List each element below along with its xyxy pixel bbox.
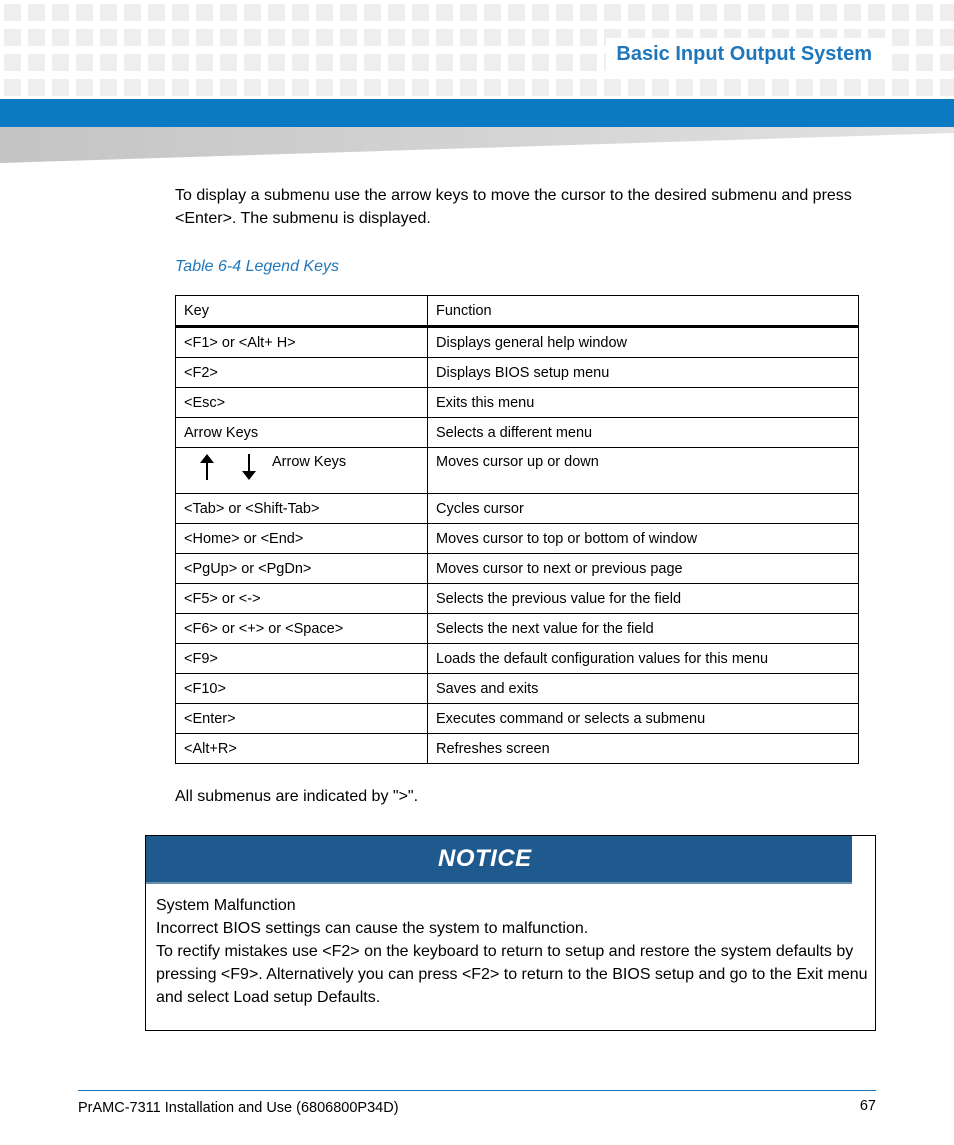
- header-pattern-square: [916, 29, 933, 46]
- header-pattern-square: [436, 29, 453, 46]
- header-pattern-square: [148, 79, 165, 96]
- header-pattern-square: [4, 4, 21, 21]
- function-cell: Exits this menu: [428, 388, 859, 418]
- header-pattern-square: [916, 79, 933, 96]
- intro-paragraph: To display a submenu use the arrow keys to move the cursor to the desired submenu and press <Enter>. The submenu is displayed.: [175, 187, 852, 227]
- header-pattern-square: [748, 79, 765, 96]
- header-pattern-square: [580, 4, 597, 21]
- header-pattern-square: [892, 4, 909, 21]
- header-pattern-square: [364, 54, 381, 71]
- header-pattern-square: [316, 29, 333, 46]
- table-row: [176, 734, 859, 764]
- header-pattern-square: [172, 29, 189, 46]
- header-blue-bar: [0, 99, 954, 127]
- header-pattern-square: [100, 79, 117, 96]
- header-pattern-square: [4, 79, 21, 96]
- column-header-function: Function: [428, 296, 859, 327]
- header-pattern-square: [628, 79, 645, 96]
- header-pattern-square: [100, 54, 117, 71]
- table-row: [176, 494, 859, 524]
- table-row: [176, 524, 859, 554]
- function-cell: Displays general help window: [428, 327, 859, 358]
- header-pattern-square: [844, 4, 861, 21]
- key-cell: <Esc>: [176, 388, 428, 418]
- header-pattern-square: [148, 29, 165, 46]
- table-row: [176, 554, 859, 584]
- header-pattern-square: [196, 29, 213, 46]
- header-pattern-square: [628, 4, 645, 21]
- header-pattern-square: [364, 29, 381, 46]
- function-cell: Moves cursor to top or bottom of window: [428, 524, 859, 554]
- function-cell: Selects the next value for the field: [428, 614, 859, 644]
- key-cell: <Alt+R>: [176, 734, 428, 764]
- header-pattern-square: [28, 29, 45, 46]
- header-pattern-square: [244, 29, 261, 46]
- header-gray-wedge: [0, 127, 954, 163]
- header-pattern-square: [28, 4, 45, 21]
- notice-title: NOTICE: [438, 845, 532, 872]
- header-pattern-square: [388, 54, 405, 71]
- header-pattern-square: [580, 79, 597, 96]
- header-pattern-square: [412, 54, 429, 71]
- header-pattern-square: [652, 79, 669, 96]
- header-pattern-square: [772, 4, 789, 21]
- header-pattern-square: [484, 79, 501, 96]
- header-pattern-square: [436, 54, 453, 71]
- function-cell: Displays BIOS setup menu: [428, 358, 859, 388]
- header-pattern-square: [892, 54, 909, 71]
- table-row: [176, 327, 859, 358]
- header-pattern-square: [412, 4, 429, 21]
- header-pattern-square: [124, 29, 141, 46]
- header-pattern-square: [508, 29, 525, 46]
- header-pattern-square: [460, 79, 477, 96]
- header-pattern-square: [556, 79, 573, 96]
- header-pattern-square: [460, 29, 477, 46]
- function-cell: Moves cursor to next or previous page: [428, 554, 859, 584]
- header-pattern-square: [292, 79, 309, 96]
- key-cell: <Home> or <End>: [176, 524, 428, 554]
- header-pattern-square: [556, 54, 573, 71]
- function-cell: Executes command or selects a submenu: [428, 704, 859, 734]
- header-pattern-square: [292, 54, 309, 71]
- header-pattern-square: [124, 54, 141, 71]
- arrow-up-icon: [200, 454, 214, 480]
- function-cell: Refreshes screen: [428, 734, 859, 764]
- key-cell: [176, 448, 428, 494]
- header-pattern-square: [172, 4, 189, 21]
- header-pattern-square: [76, 54, 93, 71]
- header-pattern-square: [364, 79, 381, 96]
- function-cell: Loads the default configuration values for this menu: [428, 644, 859, 674]
- header-pattern-square: [532, 54, 549, 71]
- header-pattern-square: [268, 4, 285, 21]
- header-pattern-square: [484, 29, 501, 46]
- arrow-down-icon: [242, 454, 256, 480]
- header-pattern-square: [412, 29, 429, 46]
- header-pattern-square: [940, 4, 954, 21]
- header-pattern-square: [52, 54, 69, 71]
- header-pattern-square: [340, 4, 357, 21]
- footer-document-title: PrAMC-7311 Installation and Use (6806800P34D): [78, 1100, 399, 1116]
- table-row: [176, 448, 859, 494]
- header-pattern-square: [244, 4, 261, 21]
- key-cell: <PgUp> or <PgDn>: [176, 554, 428, 584]
- page-header-title: Basic Input Output System: [616, 43, 872, 65]
- header-pattern-square: [700, 79, 717, 96]
- header-pattern-square: [700, 4, 717, 21]
- header-pattern-square: [268, 54, 285, 71]
- table-row: [176, 358, 859, 388]
- column-header-key: Key: [176, 296, 428, 327]
- table-header-row: [176, 296, 859, 327]
- function-cell: Selects the previous value for the field: [428, 584, 859, 614]
- header-pattern-square: [604, 79, 621, 96]
- table-caption: Table 6-4 Legend Keys: [175, 258, 339, 275]
- header-pattern-square: [268, 29, 285, 46]
- header-pattern-square: [532, 79, 549, 96]
- header-pattern-square: [580, 29, 597, 46]
- header-pattern-square: [652, 4, 669, 21]
- header-pattern-square: [100, 29, 117, 46]
- header-pattern-square: [244, 54, 261, 71]
- header-pattern-square: [388, 79, 405, 96]
- key-cell: <F9>: [176, 644, 428, 674]
- notice-line: To rectify mistakes use <F2> on the keyboard to return to setup and restore the system defaults by pressing <F9>. Alternatively you can press <F2> to return to the BIOS setup and go to the Exit menu and select Load setup Defaults.: [156, 943, 868, 1006]
- header-pattern-square: [556, 29, 573, 46]
- notice-line: System Malfunction: [156, 897, 296, 914]
- header-pattern-square: [412, 79, 429, 96]
- table-row: [176, 614, 859, 644]
- notice-banner: [146, 836, 852, 884]
- header-pattern-square: [940, 79, 954, 96]
- header-pattern-square: [484, 4, 501, 21]
- header-pattern-square: [52, 29, 69, 46]
- arrow-icons: [200, 454, 256, 480]
- key-cell: <F2>: [176, 358, 428, 388]
- table-row: [176, 644, 859, 674]
- header-pattern-square: [364, 4, 381, 21]
- header-pattern-square: [916, 54, 933, 71]
- key-cell: <F10>: [176, 674, 428, 704]
- key-cell: <F6> or <+> or <Space>: [176, 614, 428, 644]
- header-pattern-square: [172, 54, 189, 71]
- header-pattern-square: [820, 4, 837, 21]
- key-cell: <Tab> or <Shift-Tab>: [176, 494, 428, 524]
- header-pattern-square: [916, 4, 933, 21]
- function-cell: Selects a different menu: [428, 418, 859, 448]
- header-pattern-square: [796, 79, 813, 96]
- notice-body: [156, 894, 868, 1009]
- header-pattern-square: [292, 29, 309, 46]
- header-pattern-square: [892, 79, 909, 96]
- table-row: [176, 704, 859, 734]
- header-pattern-square: [868, 79, 885, 96]
- function-cell: Saves and exits: [428, 674, 859, 704]
- header-pattern-square: [76, 4, 93, 21]
- header-pattern-square: [196, 79, 213, 96]
- header-pattern-square: [76, 29, 93, 46]
- header-pattern-square: [868, 4, 885, 21]
- header-pattern-square: [676, 4, 693, 21]
- header-pattern-square: [580, 54, 597, 71]
- header-pattern-square: [724, 4, 741, 21]
- header-pattern-square: [148, 54, 165, 71]
- header-pattern-square: [124, 4, 141, 21]
- header-pattern-square: [196, 4, 213, 21]
- header-pattern-square: [220, 54, 237, 71]
- header-pattern-square: [172, 79, 189, 96]
- header-pattern-square: [340, 54, 357, 71]
- header-pattern-square: [340, 29, 357, 46]
- header-pattern-square: [52, 79, 69, 96]
- header-pattern-square: [220, 29, 237, 46]
- header-pattern-square: [796, 4, 813, 21]
- submenu-note: All submenus are indicated by ">".: [175, 788, 419, 805]
- header-pattern-square: [292, 4, 309, 21]
- key-cell: <Enter>: [176, 704, 428, 734]
- header-pattern-square: [604, 4, 621, 21]
- header-pattern-square: [460, 54, 477, 71]
- header-pattern-square: [316, 4, 333, 21]
- table-row: [176, 584, 859, 614]
- header-pattern-square: [436, 4, 453, 21]
- header-pattern-square: [724, 79, 741, 96]
- header-pattern-square: [844, 79, 861, 96]
- header-pattern-square: [436, 79, 453, 96]
- header-pattern-square: [676, 79, 693, 96]
- header-pattern-square: [532, 4, 549, 21]
- header-pattern-square: [892, 29, 909, 46]
- header-pattern-square: [508, 79, 525, 96]
- table-row: [176, 674, 859, 704]
- footer-page-number: 67: [859, 1098, 876, 1114]
- function-cell: Moves cursor up or down: [428, 448, 859, 494]
- header-pattern-square: [220, 4, 237, 21]
- header-pattern-square: [196, 54, 213, 71]
- header-pattern-square: [148, 4, 165, 21]
- key-cell: <F1> or <Alt+ H>: [176, 327, 428, 358]
- notice-line: Incorrect BIOS settings can cause the system to malfunction.: [156, 920, 589, 937]
- header-pattern-square: [28, 79, 45, 96]
- header-pattern-square: [460, 4, 477, 21]
- header-pattern-square: [52, 4, 69, 21]
- legend-keys-table: [175, 295, 859, 764]
- key-cell: <F5> or <->: [176, 584, 428, 614]
- function-cell: Cycles cursor: [428, 494, 859, 524]
- header-pattern-square: [388, 4, 405, 21]
- header-pattern-square: [820, 79, 837, 96]
- key-cell: Arrow Keys: [176, 418, 428, 448]
- header-pattern-square: [484, 54, 501, 71]
- table-row: [176, 388, 859, 418]
- header-pattern-square: [268, 79, 285, 96]
- header-pattern-square: [124, 79, 141, 96]
- header-pattern-square: [556, 4, 573, 21]
- header-pattern-square: [316, 54, 333, 71]
- header-pattern-square: [388, 29, 405, 46]
- header-pattern-square: [316, 79, 333, 96]
- header-pattern-square: [220, 79, 237, 96]
- header-pattern-square: [940, 54, 954, 71]
- header-pattern-square: [748, 4, 765, 21]
- key-label: Arrow Keys: [272, 454, 347, 470]
- header-pattern-square: [772, 79, 789, 96]
- header-pattern-square: [4, 54, 21, 71]
- header-pattern-square: [100, 4, 117, 21]
- header-pattern-square: [340, 79, 357, 96]
- header-pattern-square: [508, 54, 525, 71]
- header-pattern-square: [76, 79, 93, 96]
- header-pattern-square: [244, 79, 261, 96]
- header-pattern-square: [508, 4, 525, 21]
- header-pattern-square: [940, 29, 954, 46]
- header-pattern-square: [532, 29, 549, 46]
- notice-box: [145, 835, 876, 1031]
- header-pattern-square: [4, 29, 21, 46]
- footer-divider: [78, 1090, 876, 1091]
- table-row: [176, 418, 859, 448]
- header-pattern-square: [28, 54, 45, 71]
